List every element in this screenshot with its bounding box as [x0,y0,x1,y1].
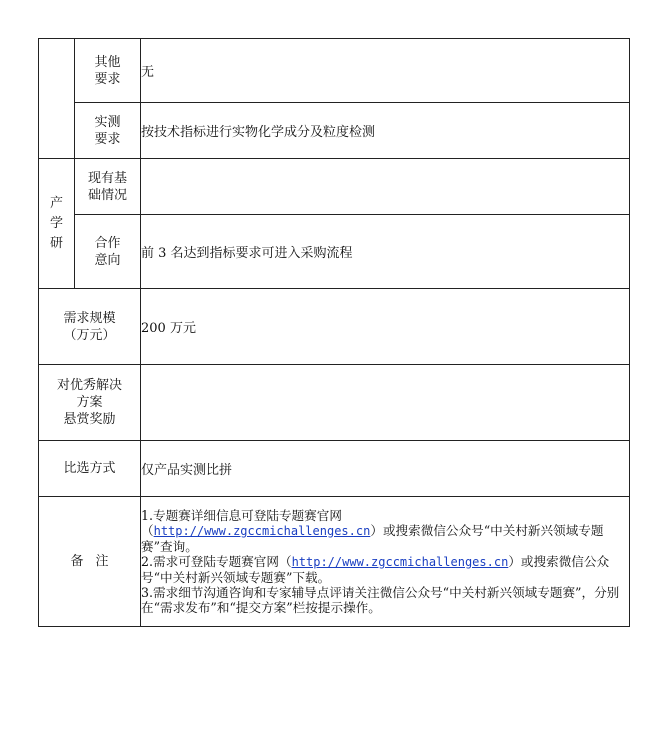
official-site-link-2[interactable]: http://www.zgccmichallenges.cn [291,555,509,569]
label-notes: 备 注 [39,497,141,627]
requirement-table [38,38,630,627]
label-industry-university-research: 产 学 研 [39,159,75,289]
row-test-requirements [39,103,630,159]
value-cooperation-intent: 前 3 名达到指标要求可进入采购流程 [141,215,630,289]
note-item-1: 1.专题赛详细信息可登陆专题赛官网 （http://www.zgccmichallenges.cn）或搜索微信公众号“中关村新兴领域专题赛”查询。 [141,508,604,554]
label-test-requirements: 实测 要求 [75,103,141,159]
blank-group-cell [39,39,75,159]
row-reward [39,365,630,441]
value-reward [141,365,630,441]
row-existing-basis [39,159,630,215]
value-existing-basis [141,159,630,215]
note-item-3: 3.需求细节沟通咨询和专家辅导点评请关注微信公众号“中关村新兴领域专题赛”，分别在“需求发布”和“提交方案”栏按提示操作。 [141,585,620,615]
value-notes [141,497,630,627]
label-reward: 对优秀解决 方案 悬赏奖励 [39,365,141,441]
label-other-requirements: 其他 要求 [75,39,141,103]
value-demand-scale: 200 万元 [141,289,630,365]
label-existing-basis: 现有基 础情况 [75,159,141,215]
row-other-requirements [39,39,630,103]
row-demand-scale [39,289,630,365]
row-cooperation-intent [39,215,630,289]
label-selection-method: 比选方式 [39,441,141,497]
label-cooperation-intent: 合作 意向 [75,215,141,289]
value-selection-method: 仅产品实测比拼 [141,441,630,497]
official-site-link-1[interactable]: http://www.zgccmichallenges.cn [153,524,371,538]
value-test-requirements: 按技术指标进行实物化学成分及粒度检测 [141,103,630,159]
row-selection-method [39,441,630,497]
row-notes [39,497,630,627]
value-other-requirements: 无 [141,39,630,103]
note-item-2: 2.需求可登陆专题赛官网（http://www.zgccmichallenges.cn）或搜索微信公众号“中关村新兴领域专题赛”下载。 [141,554,610,585]
label-demand-scale: 需求规模 （万元） [39,289,141,365]
